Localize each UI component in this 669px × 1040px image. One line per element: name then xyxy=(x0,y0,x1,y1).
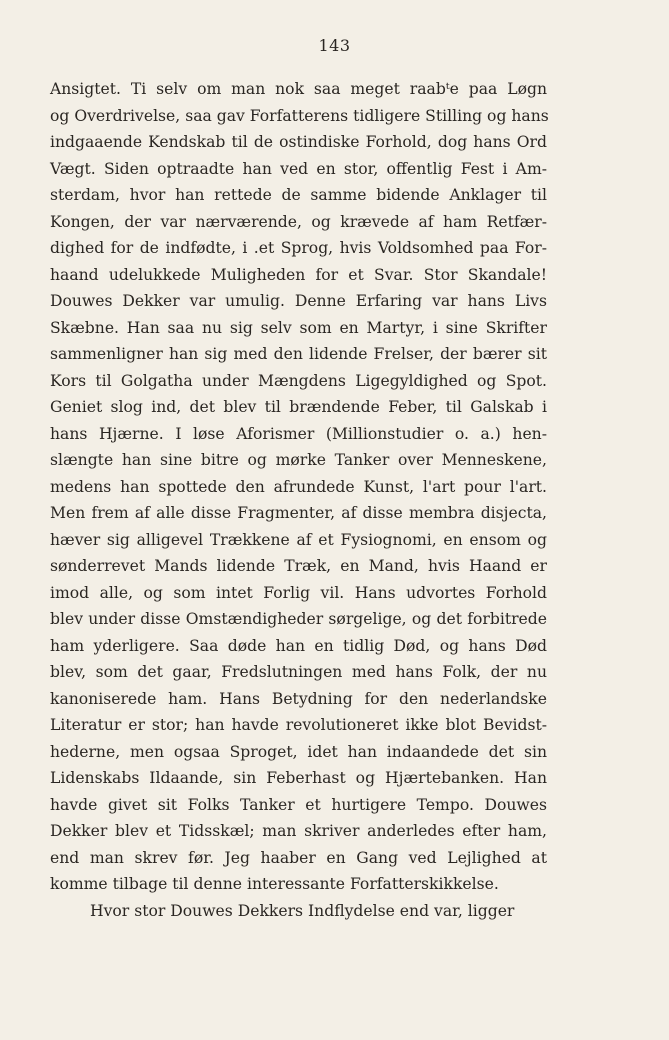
text-line: slængte han sine bitre og mørke Tanker over Menneskene, xyxy=(50,451,547,469)
text-line: ham yderligere. Saa døde han en tidlig Død, og hans Død xyxy=(50,636,547,655)
text-line: Literatur er stor; han havde revolutioneret ikke blot Bevidst- xyxy=(50,716,547,734)
text-line: dighed for de indfødte, i .et Sprog, hvis Voldsomhed paa For- xyxy=(50,239,547,257)
text-line: sammenligner han sig med den lidende Frelser, der bærer sit xyxy=(50,345,547,363)
text-line: sønderrevet Mands lidende Træk, en Mand, hvis Haand er xyxy=(50,557,547,575)
text-line: Geniet slog ind, det blev til brændende Feber, til Galskab i xyxy=(50,398,547,416)
text-line: hans Hjærne. I løse Aforismer (Millionstudier o. a.) hen- xyxy=(50,424,547,443)
text-line: Ansigtet. Ti selv om man nok saa meget raabᵗe paa Løgn xyxy=(50,80,547,98)
text-line: Douwes Dekker var umulig. Denne Erfaring var hans Livs xyxy=(50,292,547,310)
text-line: Kors til Golgatha under Mængdens Ligegyldighed og Spot. xyxy=(50,371,547,390)
text-line: Dekker blev et Tidsskæl; man skriver anderledes efter ham, xyxy=(50,822,547,840)
text-line: hederne, men ogsaa Sproget, idet han indaandede det sin xyxy=(50,742,547,761)
text-line: Men frem af alle disse Fragmenter, af disse membra disjecta, xyxy=(50,504,547,522)
text-line: indgaaende Kendskab til de ostindiske Forhold, dog hans Ord xyxy=(50,133,547,151)
text-line: blev under disse Omstændigheder sørgelige, og det forbitrede xyxy=(50,610,547,628)
text-line: sterdam, hvor han rettede de samme bidende Anklager til xyxy=(50,186,547,204)
text-line: og Overdrivelse, saa gav Forfatterens tidligere Stilling og hans xyxy=(50,106,549,125)
text-line: Lidenskabs Ildaande, sin Feberhast og Hjærtebanken. Han xyxy=(50,769,547,787)
page-number: 143 xyxy=(318,36,351,55)
text-line: Vægt. Siden optraadte han ved en stor, offentlig Fest i Am- xyxy=(50,159,547,178)
text-line: havde givet sit Folks Tanker et hurtigere Tempo. Douwes xyxy=(50,795,547,814)
text-line: komme tilbage til denne interessante Forfatterskikkelse. xyxy=(50,875,499,893)
text-line: end man skrev før. Jeg haaber en Gang ved Lejlighed at xyxy=(50,848,547,867)
text-line: hæver sig alligevel Trækkene af et Fysiognomi, en ensom og xyxy=(50,530,547,549)
text-line: haand udelukkede Muligheden for et Svar. Stor Skandale! xyxy=(50,265,547,284)
text-line: imod alle, og som intet Forlig vil. Hans udvortes Forhold xyxy=(50,583,547,602)
text-line: medens han spottede den afrundede Kunst, l'art pour l'art. xyxy=(50,477,547,496)
text-line: Skæbne. Han saa nu sig selv som en Martyr, i sine Skrifter xyxy=(50,318,547,337)
text-line: blev, som det gaar, Fredslutningen med hans Folk, der nu xyxy=(50,663,547,681)
text-line: kanoniserede ham. Hans Betydning for den nederlandske xyxy=(50,689,547,708)
text-line: Kongen, der var nærværende, og krævede af ham Retfær- xyxy=(50,212,547,231)
text-line: Hvor stor Douwes Dekkers Indflydelse end var, ligger xyxy=(90,901,515,920)
body-text xyxy=(50,76,547,924)
